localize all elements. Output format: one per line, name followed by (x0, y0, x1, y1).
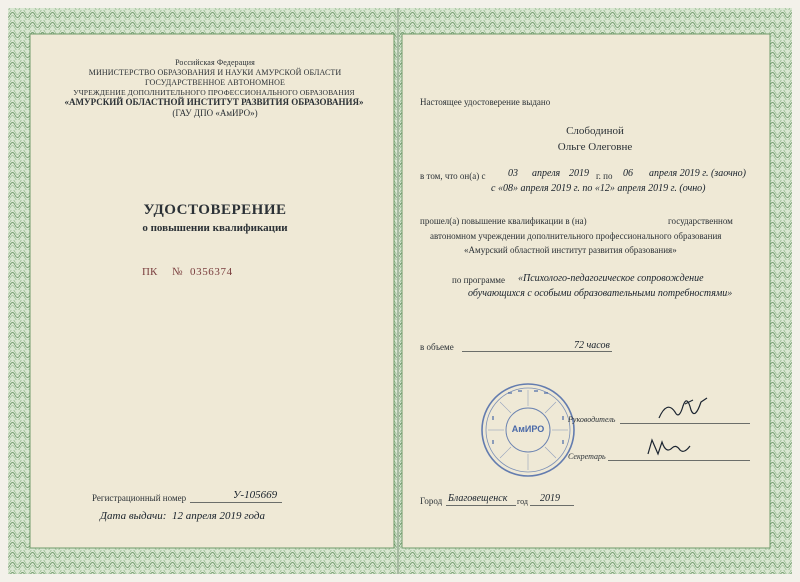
secretary-label: Секретарь (568, 452, 606, 461)
program-name-line2: обучающихся с особыми образовательными потребностями» (468, 288, 733, 299)
period-full-time: с «08» апреля 2019 г. по «12» апреля 2019 г. (очно) (491, 183, 706, 194)
period-month-from: апреля (532, 168, 561, 179)
issue-date-label: Дата выдачи: (100, 510, 167, 522)
volume-label: в объеме (420, 342, 454, 352)
number-sign: № (172, 266, 183, 278)
city-value: Благовещенск (448, 493, 508, 504)
director-signature (655, 392, 715, 424)
issued-to-label: Настоящее удостоверение выдано (420, 97, 551, 107)
period-day-from: 03 (508, 168, 518, 179)
program-label: по программе (452, 275, 505, 285)
year-value: 2019 (540, 493, 560, 504)
period-day-to: 06 (623, 168, 633, 179)
period-prefix: в том, что он(а) с (420, 171, 486, 181)
director-label: Руководитель (568, 415, 616, 424)
reg-number-value: У-105669 (233, 489, 278, 501)
course-org-line3: «Амурский областной институт развития образования» (464, 245, 677, 255)
volume-value: 72 часов (574, 340, 610, 351)
certificate-number: 0356374 (190, 266, 233, 278)
holder-surname: Слободиной (566, 125, 624, 137)
header-institution-name: «АМУРСКИЙ ОБЛАСТНОЙ ИНСТИТУТ РАЗВИТИЯ ОБРАЗОВАНИЯ» (64, 97, 364, 107)
year-label: год (517, 497, 528, 506)
period-rest: апреля 2019 г. (заочно) (649, 168, 747, 179)
course-org-line2: автономном учреждении дополнительного профессионального образования (430, 231, 722, 241)
certificate-title: УДОСТОВЕРЕНИЕ (143, 202, 287, 218)
secretary-signature (644, 434, 694, 460)
header-country: Российская Федерация (175, 58, 255, 67)
series-label: ПК (142, 266, 158, 278)
header-institution-kind: УЧРЕЖДЕНИЕ ДОПОЛНИТЕЛЬНОГО ПРОФЕССИОНАЛЬНОГО ОБРАЗОВАНИЯ (73, 88, 355, 97)
program-name-line1: «Психолого-педагогическое сопровождение (518, 273, 704, 284)
course-label: прошел(а) повышение квалификации в (на) (420, 216, 587, 226)
period-mid: г. по (596, 171, 613, 181)
stamp-center-text: АмИРО (511, 424, 545, 434)
header-ministry: МИНИСТЕРСТВО ОБРАЗОВАНИЯ И НАУКИ АМУРСКОЙ ОБЛАСТИ (88, 68, 342, 77)
header-abbreviation: (ГАУ ДПО «АмИРО») (172, 108, 258, 118)
header-type: ГОСУДАРСТВЕННОЕ АВТОНОМНОЕ (144, 78, 286, 87)
issue-date-value: 12 апреля 2019 года (172, 510, 265, 522)
holder-given-names: Ольге Олеговне (557, 141, 633, 153)
period-year-from: 2019 (569, 168, 589, 179)
reg-number-label: Регистрационный номер (92, 493, 187, 503)
city-label: Город (420, 496, 443, 506)
course-org-line1: государственном (668, 216, 733, 226)
certificate-subtitle: о повышении квалификации (142, 222, 288, 234)
